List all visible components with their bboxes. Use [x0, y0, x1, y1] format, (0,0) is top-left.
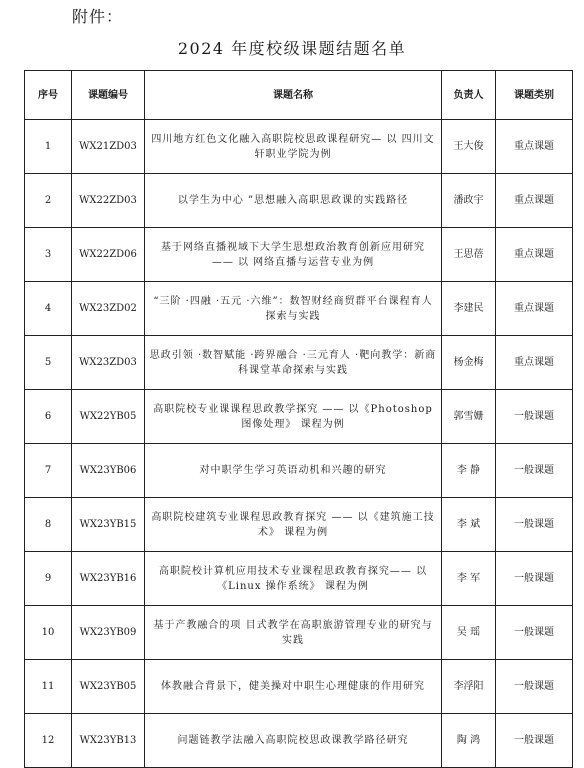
column-header-code: 课题编号 [72, 71, 145, 120]
column-header-category: 课题类别 [496, 71, 573, 120]
row-leader: 杨金梅 [442, 336, 496, 390]
table-row [25, 174, 573, 228]
row-name: 以学生为中心 ”思想融入高职思政课的实践路径 [145, 174, 442, 228]
row-name: 高职院校计算机应用技术专业课程思政教育探究—— 以《Linux 操作系统》 课程为例 [145, 552, 442, 606]
row-category: 重点课题 [496, 282, 573, 336]
row-name: 高职院校专业课课程思政教学探究 —— 以《Photoshop 图像处理》 课程为例 [145, 390, 442, 444]
row-category: 一般课题 [496, 498, 573, 552]
table-row [25, 390, 573, 444]
row-category: 重点课题 [496, 228, 573, 282]
row-category: 一般课题 [496, 714, 573, 768]
row-seq: 5 [25, 336, 72, 390]
row-code: WX23YB13 [72, 714, 145, 768]
row-leader: 李 斌 [442, 498, 496, 552]
row-name: 基于产教融合的项 目式教学在高职旅游管理专业的研究与实践 [145, 606, 442, 660]
row-category: 重点课题 [496, 120, 573, 174]
table-header-row [25, 71, 573, 120]
row-seq: 10 [25, 606, 72, 660]
row-category: 重点课题 [496, 336, 573, 390]
table-row [25, 552, 573, 606]
row-name: 对中职学生学习英语动机和兴趣的研究 [145, 444, 442, 498]
table-row [25, 606, 573, 660]
table-row [25, 120, 573, 174]
row-seq: 6 [25, 390, 72, 444]
table-row [25, 714, 573, 768]
row-code: WX23YB16 [72, 552, 145, 606]
row-category: 一般课题 [496, 552, 573, 606]
row-category: 一般课题 [496, 606, 573, 660]
row-code: WX23YB05 [72, 660, 145, 714]
row-code: WX22ZD03 [72, 174, 145, 228]
row-seq: 4 [25, 282, 72, 336]
row-leader: 李 静 [442, 444, 496, 498]
row-leader: 王大俊 [442, 120, 496, 174]
row-code: WX23YB09 [72, 606, 145, 660]
row-category: 一般课题 [496, 660, 573, 714]
row-name: 高职院校建筑专业课程思政教育探究 —— 以《建筑施工技术》 课程为例 [145, 498, 442, 552]
row-code: WX22ZD06 [72, 228, 145, 282]
row-name: 体教融合背景下，健美操对中职生心理健康的作用研究 [145, 660, 442, 714]
row-seq: 3 [25, 228, 72, 282]
document-title: 2024 年度校级课题结题名单 [177, 39, 407, 58]
row-leader: 李建民 [442, 282, 496, 336]
row-seq: 9 [25, 552, 72, 606]
row-leader: 潘政宇 [442, 174, 496, 228]
table-row [25, 660, 573, 714]
table-row [25, 336, 573, 390]
row-code: WX23YB15 [72, 498, 145, 552]
row-category: 一般课题 [496, 444, 573, 498]
row-leader: 王思蓓 [442, 228, 496, 282]
row-leader: 吴 瑶 [442, 606, 496, 660]
table-row [25, 228, 573, 282]
column-header-leader: 负责人 [442, 71, 496, 120]
table-row [25, 282, 573, 336]
column-header-seq: 序号 [25, 71, 72, 120]
row-category: 重点课题 [496, 174, 573, 228]
row-code: WX23YB06 [72, 444, 145, 498]
row-leader: 陶 鸿 [442, 714, 496, 768]
attachment-label: 附件： [72, 7, 124, 26]
row-name: 基于网络直播视域下大学生思想政治教育创新应用研究 —— 以 网络直播与运营专业为例 [145, 228, 442, 282]
table-row [25, 444, 573, 498]
row-code: WX23ZD02 [72, 282, 145, 336]
row-code: WX22YB05 [72, 390, 145, 444]
project-list-table [24, 70, 573, 768]
row-leader: 郭雪姗 [442, 390, 496, 444]
row-code: WX23ZD03 [72, 336, 145, 390]
row-name: 问题链教学法融入高职院校思政课教学路径研究 [145, 714, 442, 768]
table-row [25, 498, 573, 552]
column-header-name: 课题名称 [145, 71, 442, 120]
row-name: 思政引领 ·数智赋能 ·跨界融合 ·三元育人 ·靶向教学：新商科课堂革命探索与实践 [145, 336, 442, 390]
row-seq: 2 [25, 174, 72, 228]
row-seq: 12 [25, 714, 72, 768]
row-code: WX21ZD03 [72, 120, 145, 174]
row-seq: 8 [25, 498, 72, 552]
row-name: “三阶 ·四融 ·五元 ·六维”：数智财经商贸群平台课程育人探索与实践 [145, 282, 442, 336]
row-seq: 1 [25, 120, 72, 174]
row-category: 一般课题 [496, 390, 573, 444]
row-seq: 11 [25, 660, 72, 714]
row-seq: 7 [25, 444, 72, 498]
row-leader: 李 军 [442, 552, 496, 606]
row-leader: 李浮阳 [442, 660, 496, 714]
row-name: 四川地方红色文化融入高职院校思政课程研究— 以 四川文轩职业学院为例 [145, 120, 442, 174]
